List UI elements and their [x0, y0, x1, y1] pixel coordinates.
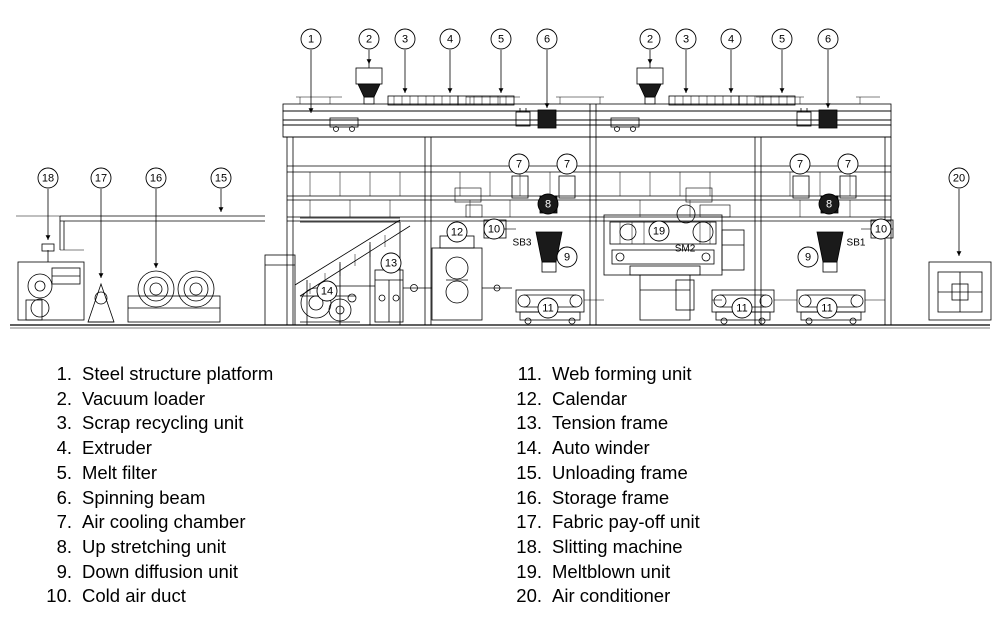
callout-marker: [557, 154, 577, 174]
storage-frame: [128, 271, 220, 322]
legend-column-left: [0, 362, 480, 620]
legend-item-label: Spinning beam: [82, 486, 206, 508]
callout-number: 20: [952, 172, 966, 185]
callout-marker: [790, 154, 810, 174]
legend-item-label: Auto winder: [552, 437, 650, 459]
legend-item: [500, 535, 960, 560]
machine-label: SB3: [512, 237, 532, 249]
legend-item: [30, 584, 480, 609]
legend-item-number: 19.: [516, 560, 542, 582]
callout-marker: [38, 168, 58, 188]
legend-item-label: Melt filter: [82, 461, 158, 483]
callout-marker: [91, 168, 111, 188]
callout-marker: [537, 29, 557, 49]
air-conditioner: [929, 262, 991, 320]
legend-item: [30, 411, 480, 436]
callout-marker: [640, 29, 660, 49]
legend-item-number: 5.: [56, 461, 72, 483]
callout-marker: [146, 168, 166, 188]
callout-number: 1: [307, 33, 315, 46]
down-diffusion-unit-2: [817, 232, 843, 272]
legend-item-label: Up stretching unit: [82, 535, 226, 557]
legend-item: [30, 510, 480, 535]
legend-item-label: Air conditioner: [552, 585, 671, 607]
legend-item-label: Extruder: [82, 437, 152, 459]
meltblown-unit: [604, 205, 744, 320]
callout-number: 14: [320, 285, 334, 298]
legend-item-number: 2.: [56, 387, 72, 409]
legend-item: [30, 535, 480, 560]
legend-item-label: Unloading frame: [552, 461, 688, 483]
legend-item-number: 10.: [46, 585, 72, 607]
slitting-machine: [18, 244, 84, 320]
legend-item-number: 7.: [56, 511, 72, 533]
legend-item: [500, 486, 960, 511]
callout-number: 2: [646, 33, 654, 46]
callout-marker: [557, 247, 577, 267]
tension-frame: [375, 270, 432, 322]
legend-item-label: Storage frame: [552, 486, 670, 508]
callout-marker: [772, 29, 792, 49]
callout-number: 11: [542, 302, 554, 315]
legend-item-number: 12.: [516, 387, 542, 409]
legend-item: [500, 560, 960, 585]
callout-number: 3: [401, 33, 409, 46]
legend-item-number: 3.: [56, 412, 72, 434]
legend-item-number: 18.: [516, 535, 542, 557]
legend-item: [30, 387, 480, 412]
legend-item-label: Slitting machine: [552, 535, 683, 557]
machine-label: SB1: [846, 237, 866, 249]
legend-item-label: Web forming unit: [552, 363, 692, 384]
callout-number: 15: [214, 172, 228, 185]
callout-number: 5: [778, 33, 786, 46]
auto-winder: [300, 286, 375, 322]
callout-marker: [838, 154, 858, 174]
callout-number: 10: [874, 223, 888, 236]
legend-item-number: 16.: [516, 486, 542, 508]
callout-number: 6: [543, 33, 551, 46]
callout-number: 11: [736, 302, 748, 315]
callout-marker: [732, 298, 752, 318]
callout-marker: [381, 253, 401, 273]
calendar-unit: [432, 228, 512, 320]
callout-marker: [818, 29, 838, 49]
legend: [0, 362, 1000, 620]
callout-marker: [649, 221, 669, 241]
legend-item-number: 20.: [516, 585, 542, 607]
legend-item: [500, 436, 960, 461]
legend-item-number: 13.: [516, 412, 542, 434]
legend-item-number: 8.: [56, 535, 72, 557]
unloading-frame: [60, 216, 265, 250]
callout-number: 7: [515, 158, 523, 171]
legend-item-label: Fabric pay-off unit: [552, 511, 700, 533]
callout-number: 18: [41, 172, 55, 185]
spinning-beam-2: [819, 110, 837, 128]
callout-marker: [395, 29, 415, 49]
callout-number: 2: [365, 33, 373, 46]
callout-marker: [721, 29, 741, 49]
callout-marker: [317, 281, 337, 301]
legend-item-number: 14.: [516, 437, 542, 459]
callout-number: 12: [450, 226, 464, 239]
legend-item: [30, 461, 480, 486]
callout-marker: [359, 29, 379, 49]
callout-marker: [871, 219, 891, 239]
legend-item: [500, 584, 960, 609]
callout-number: 16: [149, 172, 163, 185]
legend-item-label: Calendar: [552, 387, 628, 409]
legend-item-label: Meltblown unit: [552, 560, 671, 582]
spinning-beam-1: [538, 110, 556, 128]
callout-marker: [949, 168, 969, 188]
legend-item-number: 11.: [517, 363, 542, 384]
legend-item: [500, 387, 960, 412]
callout-number: 4: [727, 33, 735, 46]
legend-item-number: 4.: [56, 437, 72, 459]
callout-marker: [447, 222, 467, 242]
legend-item: [500, 461, 960, 486]
callout-number: 7: [563, 158, 571, 171]
callout-marker: [798, 247, 818, 267]
callout-number: 4: [446, 33, 454, 46]
legend-item: [500, 362, 960, 387]
legend-item-label: Steel structure platform: [82, 363, 274, 384]
legend-item-number: 17.: [516, 511, 542, 533]
legend-item: [500, 510, 960, 535]
legend-item: [30, 486, 480, 511]
legend-item-number: 9.: [56, 560, 72, 582]
callout-marker: [538, 298, 558, 318]
vacuum-loader-2: [637, 60, 663, 104]
legend-item: [500, 411, 960, 436]
callout-number: 7: [796, 158, 804, 171]
callout-marker: [817, 298, 837, 318]
callout-marker: [676, 29, 696, 49]
callout-marker: [440, 29, 460, 49]
callout-number: 7: [844, 158, 852, 171]
machine-label: SM2: [674, 243, 696, 255]
callout-number: 11: [821, 302, 833, 315]
callout-number: 8: [544, 198, 552, 211]
callout-number: 6: [824, 33, 832, 46]
callout-number: 10: [487, 223, 501, 236]
legend-item-number: 1.: [56, 363, 72, 384]
callout-number: 9: [563, 251, 571, 264]
legend-item-label: Air cooling chamber: [82, 511, 246, 533]
legend-item-label: Vacuum loader: [82, 387, 206, 409]
callout-number: 9: [804, 251, 812, 264]
callout-number: 17: [94, 172, 108, 185]
callout-number: 19: [652, 225, 666, 238]
legend-item: [30, 436, 480, 461]
fabric-payoff-unit: [88, 284, 114, 322]
callout-number: 5: [497, 33, 505, 46]
legend-item-number: 15.: [516, 461, 542, 483]
legend-item-label: Down diffusion unit: [82, 560, 238, 582]
callout-number: 3: [682, 33, 690, 46]
callout-number: 8: [825, 198, 833, 211]
legend-item-number: 6.: [56, 486, 72, 508]
legend-item-label: Cold air duct: [82, 585, 186, 607]
callout-number: 13: [384, 257, 398, 270]
vacuum-loader-1: [356, 60, 382, 104]
callout-marker: [509, 154, 529, 174]
callout-marker: [211, 168, 231, 188]
steel-structure-platform: [10, 97, 990, 328]
legend-item: [30, 560, 480, 585]
callout-marker: [538, 194, 558, 214]
callout-marker: [484, 219, 504, 239]
legend-item: [30, 362, 480, 387]
callout-marker: [301, 29, 321, 49]
callout-marker: [819, 194, 839, 214]
legend-item-label: Scrap recycling unit: [82, 412, 244, 434]
legend-column-right: [480, 362, 960, 620]
legend-item-label: Tension frame: [552, 412, 669, 434]
callout-marker: [491, 29, 511, 49]
